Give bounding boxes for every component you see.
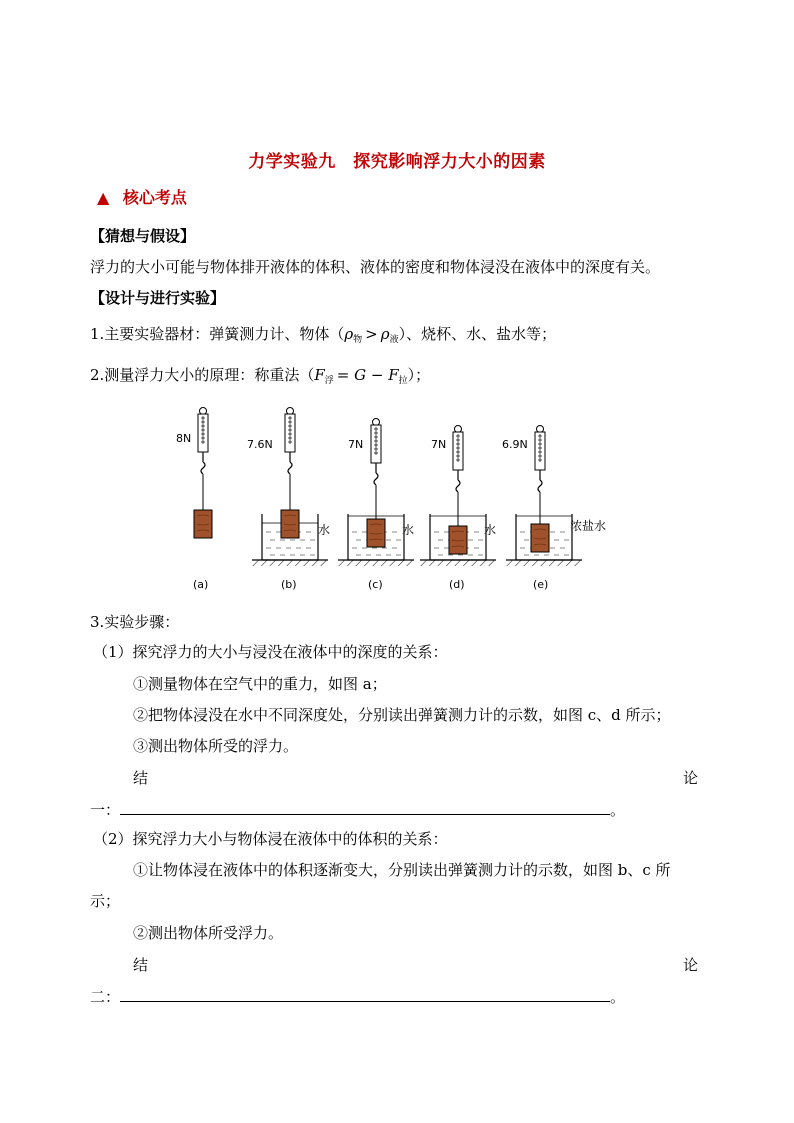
conclusion1-line bbox=[90, 799, 625, 821]
label-b: (b) bbox=[281, 578, 297, 591]
conclusion2-left: 结 bbox=[133, 956, 149, 974]
f-sub-pull: 拉 bbox=[398, 376, 408, 386]
principle-line bbox=[90, 364, 430, 392]
panel-c bbox=[338, 419, 414, 592]
equation-rest: = G − F bbox=[336, 366, 399, 384]
part2-step1b: 示； bbox=[90, 892, 121, 910]
conclusion1-label: 一： bbox=[90, 801, 121, 819]
section-heading bbox=[97, 187, 187, 209]
reading-c: 7N bbox=[348, 438, 364, 451]
liquid-b: 水 bbox=[318, 523, 331, 537]
conclusion1-blank[interactable] bbox=[120, 800, 610, 815]
panel-e bbox=[502, 426, 606, 592]
liquid-e: 浓盐水 bbox=[570, 519, 607, 533]
part1-step2: ②把物体浸没在水中不同深度处，分别读出弹簧测力计的示数，如图 c、d 所示； bbox=[133, 706, 671, 724]
conclusion2-line bbox=[90, 986, 625, 1008]
conclusion1-end: 。 bbox=[610, 801, 626, 819]
conclusion2-end: 。 bbox=[610, 988, 626, 1006]
rho-symbol: ρ bbox=[344, 325, 354, 343]
rho-sub-object: 物 bbox=[353, 335, 363, 345]
reading-a: 8N bbox=[176, 432, 192, 445]
part1-step1: ①测量物体在空气中的重力，如图 a； bbox=[133, 675, 387, 693]
principle-text: 2.测量浮力大小的原理：称重法（ bbox=[90, 366, 315, 384]
hypothesis-heading: 【猜想与假设】 bbox=[90, 227, 196, 245]
label-e: (e) bbox=[533, 578, 549, 591]
conclusion2-right: 论 bbox=[683, 956, 699, 974]
principle-suffix: ）； bbox=[407, 366, 431, 384]
liquid-c: 水 bbox=[402, 523, 415, 537]
equipment-line bbox=[90, 323, 556, 351]
hypothesis-text: 浮力的大小可能与物体排开液体的体积、液体的密度和物体浸没在液体中的深度有关。 bbox=[90, 258, 661, 276]
reading-e: 6.9N bbox=[502, 438, 528, 451]
rho-symbol-2: ρ bbox=[380, 325, 390, 343]
reading-b: 7.6N bbox=[247, 438, 273, 451]
panel-b bbox=[247, 408, 330, 592]
equipment-text: 1.主要实验器材：弹簧测力计、物体（ bbox=[90, 325, 345, 343]
design-heading: 【设计与进行实验】 bbox=[90, 289, 226, 307]
part2-step1a: ①让物体浸在液体中的体积逐渐变大，分别读出弹簧测力计的示数，如图 b、c 所 bbox=[133, 861, 671, 879]
part2-heading: （2）探究浮力大小与物体浸在液体中的体积的关系： bbox=[93, 830, 448, 848]
triangle-icon: ▲ bbox=[97, 188, 110, 207]
part1-heading: （1）探究浮力的大小与浸没在液体中的深度的关系： bbox=[93, 643, 448, 661]
conclusion1-right: 论 bbox=[683, 769, 699, 787]
label-c: (c) bbox=[368, 578, 383, 591]
experiment-figure bbox=[160, 404, 620, 596]
label-d: (d) bbox=[449, 578, 465, 591]
rho-sub-liquid: 液 bbox=[389, 335, 399, 345]
gt-symbol: > bbox=[365, 325, 378, 343]
f-symbol: F bbox=[314, 366, 325, 384]
label-a: (a) bbox=[193, 578, 209, 591]
part1-step3: ③测出物体所受的浮力。 bbox=[133, 737, 299, 755]
panel-d bbox=[420, 426, 496, 592]
conclusion2-label: 二： bbox=[90, 988, 121, 1006]
conclusion1-left: 结 bbox=[133, 769, 149, 787]
conclusion2-blank[interactable] bbox=[120, 987, 610, 1002]
reading-d: 7N bbox=[431, 438, 447, 451]
page-title: 力学实验九 探究影响浮力大小的因素 bbox=[248, 152, 546, 172]
section-heading-label: 核心考点 bbox=[122, 188, 187, 207]
steps-heading: 3.实验步骤： bbox=[90, 613, 180, 631]
panel-a bbox=[176, 408, 212, 592]
liquid-d: 水 bbox=[484, 523, 497, 537]
equipment-suffix: ）、烧杯、水、盐水等； bbox=[398, 325, 557, 343]
f-sub-float: 浮 bbox=[324, 376, 334, 386]
part2-step2: ②测出物体所受浮力。 bbox=[133, 924, 284, 942]
